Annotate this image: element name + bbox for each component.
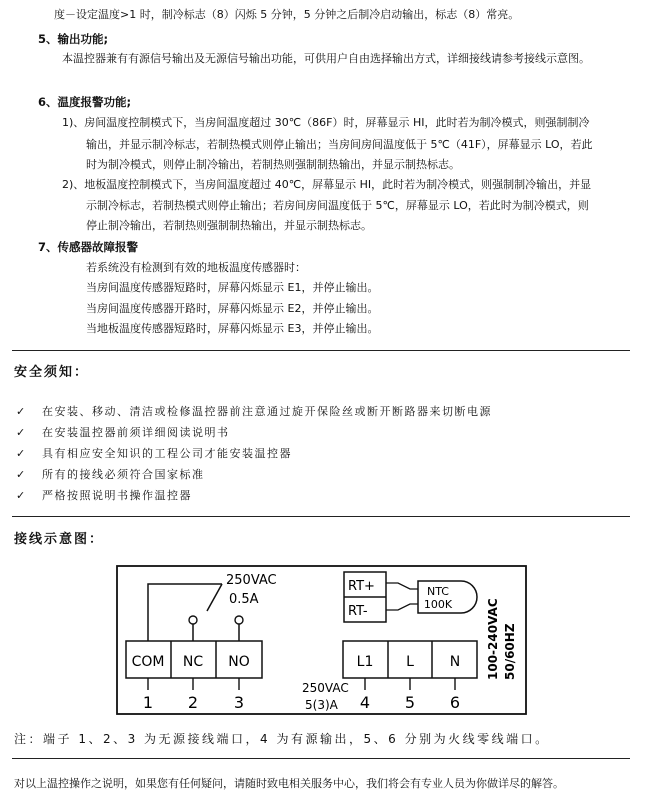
check-icon: ✓ (16, 426, 26, 439)
terminal-com-label: COM (131, 654, 165, 670)
output-voltage: 250VAC (302, 681, 349, 695)
check-icon: ✓ (16, 468, 26, 481)
section-5-title: 5、输出功能; (38, 32, 109, 46)
section-7-line: 当房间温度传感器开路时，屏幕闪烁显示 E2，并停止输出。 (86, 302, 379, 315)
safety-item: ✓ 在安装、移动、清洁或检修温控器前注意通过旋开保险丝或断开断路器来切断电源 (16, 405, 492, 418)
terminal-l-label: L (406, 654, 414, 670)
section-7-title: 7、传感器故障报警 (38, 240, 139, 254)
ntc-value: 100K (423, 598, 453, 611)
terminal-number: 1 (142, 693, 154, 712)
sensor-plus-label: RT+ (348, 579, 375, 594)
sensor-minus-label: RT- (348, 604, 368, 619)
divider (12, 758, 630, 759)
terminal-l1-label: L1 (356, 654, 374, 670)
terminal-number: 3 (233, 693, 245, 712)
check-icon: ✓ (16, 405, 26, 418)
terminal-number: 2 (187, 693, 199, 712)
safety-item: ✓ 具有相应安全知识的工程公司才能安装温控器 (16, 447, 292, 460)
check-icon: ✓ (16, 489, 26, 502)
ntc-label: NTC (427, 585, 449, 598)
section-7-line: 若系统没有检测到有效的地板温度传感器时： (86, 261, 306, 274)
section-6-line: 示制冷标志，若制热模式则停止输出；若房间房间温度低于 5℃，屏幕显示 LO，若此时为制冷模式，则 (86, 199, 589, 212)
terminal-number: 6 (449, 693, 461, 712)
terminal-nc-label: NC (182, 654, 204, 670)
terminal-number: 5 (404, 693, 416, 712)
section-6-title: 6、温度报警功能; (38, 95, 132, 109)
section-5-text: 本温控器兼有有源信号输出及无源信号输出功能，可供用户自由选择输出方式，详细接线请参考接线示意图。 (62, 52, 590, 65)
output-current: 5(3)A (305, 698, 338, 712)
safety-title: 安全须知： (14, 365, 90, 380)
terminal-n-label: N (449, 654, 461, 670)
check-icon: ✓ (16, 447, 26, 460)
section-6-line: 输出，并显示制冷标志，若制热模式则停止输出；当房间房间温度低于 5℃（41F），屏幕显示 LO，若此 (86, 138, 593, 151)
wiring-note: 注：端子 1、2、3 为无源接线端口，4 为有源输出，5、6 分别为火线零线端口。 (14, 732, 550, 746)
footer-text: 对以上温控操作之说明，如果您有任何疑问，请随时致电相关服务中心，我们将会有专业人员为你做详尽的解答。 (14, 777, 564, 790)
relay-current: 0.5A (229, 592, 259, 607)
section-6-line: 时为制冷模式，则停止制冷输出，若制热则强制制热输出，并显示制热标志。 (86, 158, 460, 171)
power-voltage: 100-240VAC (486, 598, 500, 680)
safety-item: ✓ 严格按照说明书操作温控器 (16, 489, 192, 502)
section-6-line: 停止制冷输出，若制热则强制制热输出，并显示制热标志。 (86, 219, 372, 232)
intro-continuation: 度－设定温度>1 时，制冷标志（8）闪烁 5 分钟，5 分钟之后制冷启动输出，标志（8）常亮。 (54, 8, 520, 21)
section-6-line: 2)、地板温度控制模式下，当房间温度超过 40℃，屏幕显示 HI，此时若为制冷模式，则强制制冷输出，并显 (62, 178, 592, 191)
wiring-title: 接线示意图： (14, 532, 105, 547)
section-6-line: 1)、房间温度控制模式下，当房间温度超过 30℃（86F）时，屏幕显示 HI，此时若为制冷模式，则强制制冷 (62, 116, 590, 129)
terminal-number: 4 (359, 693, 371, 712)
section-7-line: 当地板温度传感器短路时，屏幕闪烁显示 E3，并停止输出。 (86, 322, 379, 335)
section-7-line: 当房间温度传感器短路时，屏幕闪烁显示 E1，并停止输出。 (86, 281, 379, 294)
safety-item: ✓ 在安装温控器前须详细阅读说明书 (16, 426, 230, 439)
power-frequency: 50/60HZ (503, 623, 517, 680)
terminal-no-label: NO (228, 654, 250, 670)
relay-voltage: 250VAC (226, 573, 277, 588)
safety-item: ✓ 所有的接线必须符合国家标准 (16, 468, 205, 481)
